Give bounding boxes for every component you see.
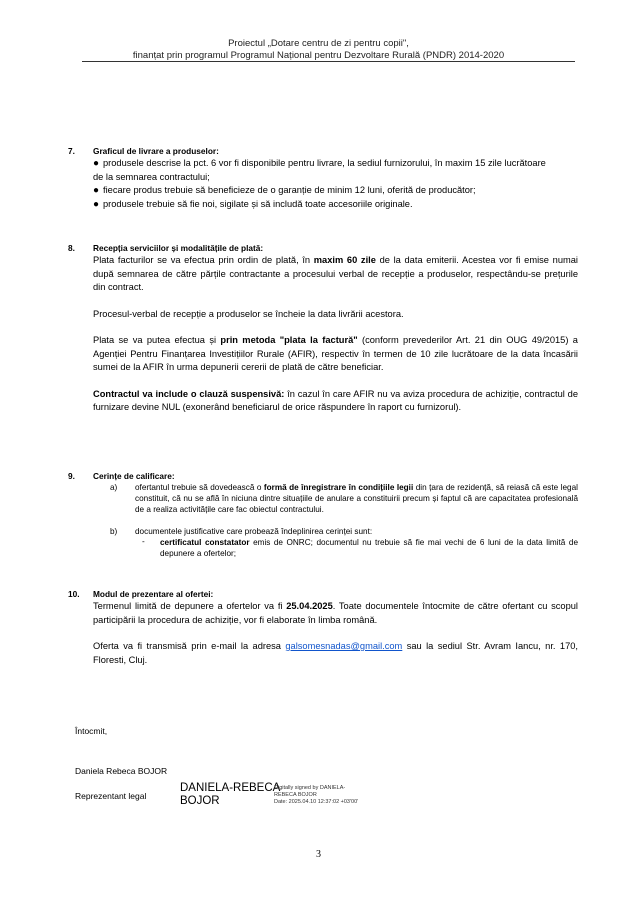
paragraph: Procesul-verbal de recepție a produselor se încheie la data livrării acestora. <box>93 308 404 319</box>
requirements-list <box>110 482 578 559</box>
prepared-by-label: Întocmit, <box>75 726 108 736</box>
section-9 <box>68 471 578 559</box>
bullet-icon: ● <box>93 185 100 196</box>
bullet-item: ● fiecare produs trebuie să beneficieze de o garanție de minim 12 luni, oferită de producător; <box>93 185 476 196</box>
section-8-heading: 8. Recepția serviciilor și modalitățile de plată: <box>68 243 264 253</box>
header-divider <box>82 61 575 62</box>
section-10 <box>68 589 578 667</box>
section-9-heading: 9. Cerințe de calificare: <box>68 471 175 481</box>
bullet-continuation: de la semnarea contractului; <box>93 171 210 182</box>
bullet-icon: ● <box>93 158 100 169</box>
bullet-item: ● produsele descrise la pct. 6 vor fi disponibile pentru livrare, la sediul furnizorului, în maxim 15 zile lucrătoare <box>93 158 546 169</box>
email-link[interactable]: galsomesnadas@gmail.com <box>285 641 403 651</box>
section-7-heading: 7. Graficul de livrare a produselor: <box>68 146 219 156</box>
section-7 <box>68 146 578 211</box>
sub-list-item: - certificatul constatator emis de ONRC; documentul nu trebuie să fie mai vechi de 6 luni de la data limită de depunere a ofertelor; <box>142 537 579 558</box>
paragraph: Contractul va include o clauză suspensivă: în cazul în care AFIR nu va aviza procedura de achiziție, contractul de furnizare devine NUL (exonerând beneficiarul de orice răspundere în raport cu furnizorul). <box>93 388 578 412</box>
paragraph: Oferta va fi transmisă prin e-mail la adresa galsomesnadas@gmail.com sau la sediul Str. Avram Iancu, nr. 170, Floresti, Cluj. <box>93 641 578 665</box>
paragraph: Termenul limită de depunere a ofertelor va fi 25.04.2025. Toate documentele întocmite de către ofertant cu scopul participării la procedura de achiziție, vor fi elaborate în limba română. <box>93 601 578 625</box>
digital-signature-name: DANIELA-REBECA BOJOR <box>180 782 281 807</box>
paragraph: Plata facturilor se va efectua prin ordin de plată, în maxim 60 zile de la data emiterii. Acestea vor fi emise numai după semnarea de către părțile contractante a procesului verbal de recepție a produselor, respectându-se prețurile din contract. <box>93 255 578 292</box>
paragraph: Plata se va putea efectua și prin metoda "plata la factură" (conform prevederilor Art. 21 din OUG 49/2015) a Agenției Pentru Finanțarea Investițiilor Rurale (AFIR), respectiv în termen de 10 zile lucrătoare de la data încasării sumei de la AFIR în urma depunerii cererii de plată de către beneficiar. <box>93 335 578 372</box>
list-item: b) documentele justificative care probează îndeplinirea cerinței sunt: <box>110 527 373 536</box>
page-number: 3 <box>316 849 321 860</box>
bullet-icon: ● <box>93 198 100 210</box>
bullet-item: ● produsele trebuie să fie noi, sigilate și să includă toate accesoriile originale. <box>93 198 413 210</box>
section-10-heading: 10. Modul de prezentare al ofertei: <box>68 589 214 599</box>
list-item: a) ofertantul trebuie să dovedească o formă de înregistrare în condițiile legii din țara de rezidență, să reiasă că este legal constituit, că nu se află în niciuna dintre situațiile de anulare a constituirii precum și faptul că are capacitatea profesională de a realiza activitățile care fac obiectul contractului. <box>110 483 578 514</box>
header-line-2: finanțat prin programul Programul Național pentru Dezvoltare Rurală (PNDR) 2014-2020 <box>132 50 505 61</box>
page-header <box>0 38 637 62</box>
section-8 <box>68 243 578 415</box>
section-10-body <box>93 600 578 667</box>
section-7-body <box>93 157 578 211</box>
signatory-role: Reprezentant legal <box>75 791 147 801</box>
digital-signature-note: Digitally signed by DANIELA- REBECA BOJOR Date: 2025.04.10 12:37:02 +03'00' <box>274 785 359 805</box>
signatory-name: Daniela Rebeca BOJOR <box>75 766 168 776</box>
header-line-1: Proiectul „Dotare centru de zi pentru copii", <box>228 38 409 49</box>
section-8-body <box>93 254 578 415</box>
